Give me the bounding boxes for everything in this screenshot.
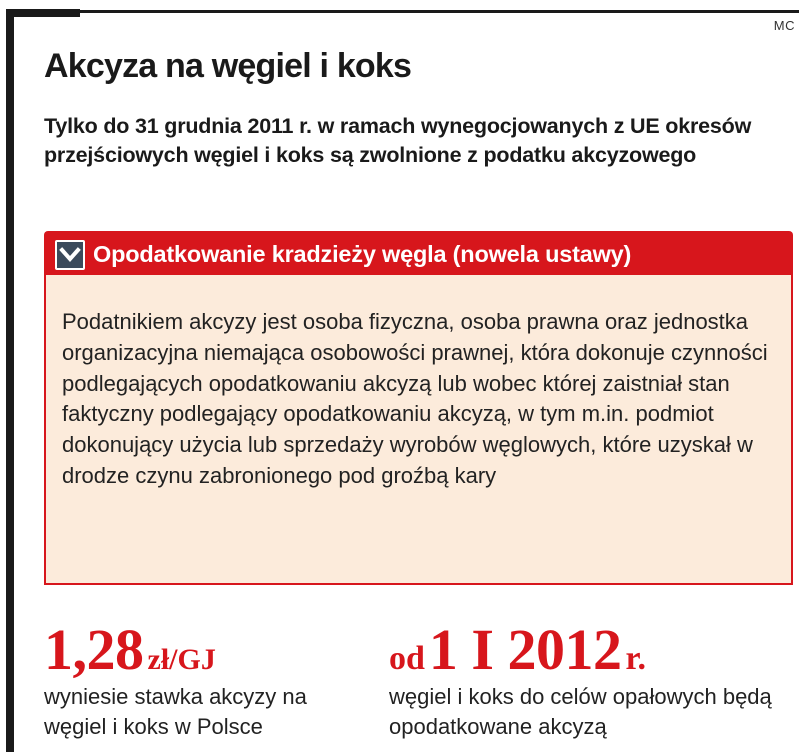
stat-date-unit: r. (625, 640, 646, 677)
left-border-bar (6, 9, 14, 752)
author-credit: MC (773, 18, 795, 33)
stat-rate-unit: zł/GJ (147, 643, 216, 676)
stat-rate-number: 1,28 (44, 617, 144, 682)
info-box-text: Podatnikiem akcyzy jest osoba fizyczna, osoba prawna oraz jednostka organizacyjna niemająca osobowości prawnej, która dokonuje czynności podlegających opodatkowaniu akcyzą lub wobec której zaistniał stan faktyczny podlegający opodatkowaniu akcyzą, w tym m.in. podmiot dokonujący użycia lub sprzedaży wyrobów węglowych, które uzyskał w drodze czynu zabronionego pod groźbą kary (62, 309, 768, 488)
stat-date-description: węgiel i koks do celów opałowych będą opodatkowane akcyzą (389, 684, 772, 739)
stat-date-number: 1 I 2012 (428, 617, 622, 682)
stat-date-prefix: od (389, 640, 425, 677)
info-box-title: Opodatkowanie kradzieży węgla (nowela ustawy) (93, 241, 632, 267)
chevron-down-icon (55, 240, 85, 270)
lead-paragraph: Tylko do 31 grudnia 2011 r. w ramach wynegocjowanych z UE okresów przejściowych węgiel i koks są zwolnione z podatku akcyzowego (44, 114, 752, 167)
top-border-line (6, 10, 799, 13)
stat-rate-description: wyniesie stawka akcyzy na węgiel i koks w Polsce (44, 684, 307, 739)
page-title: Akcyza na węgiel i koks (44, 47, 412, 85)
